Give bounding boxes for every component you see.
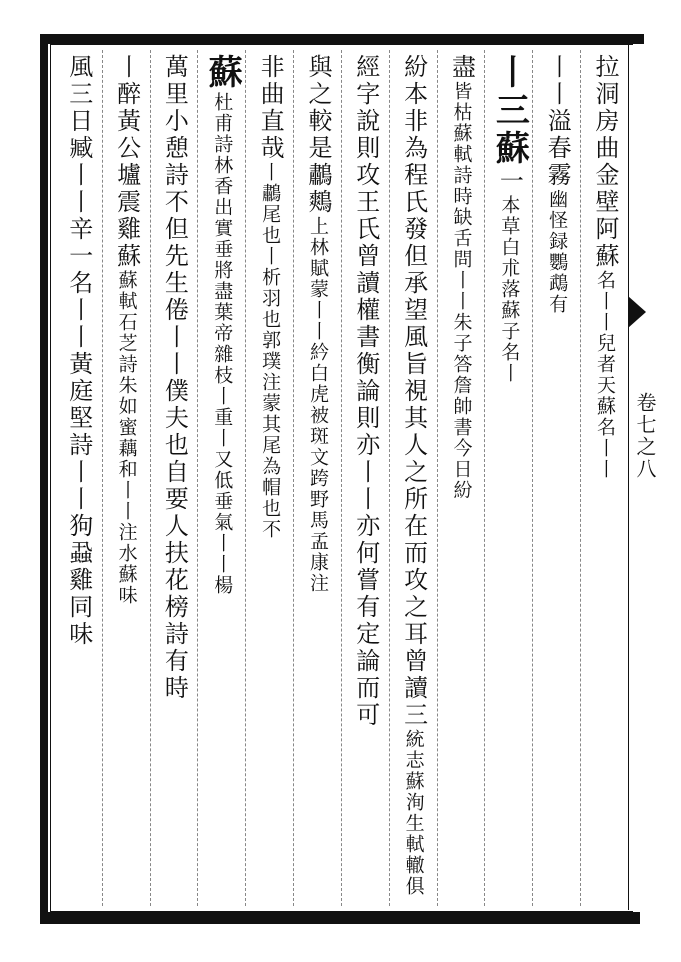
column-text: 萬里小憩詩不但先生倦丨丨僕夫也自要人扶花榜詩有時 [160, 54, 189, 702]
text-column [389, 50, 437, 906]
column-note: 本草白朮落蘇子名丨 [498, 195, 521, 384]
column-text: 非曲直哉 [256, 54, 285, 162]
text-column [293, 50, 341, 906]
column-head: 丨三蘇 [489, 54, 530, 168]
column-text: 風三日臧丨丨辛一名丨丨黃庭堅詩丨丨狗蝨雞同味 [64, 54, 93, 648]
frame-left-border [40, 34, 48, 922]
fish-tail-mark [628, 296, 646, 328]
column-note: 上林賦蒙丨丨紟白虎被斑文跨野馬孟康注 [306, 216, 329, 594]
text-column [197, 50, 245, 906]
text-column [437, 50, 485, 906]
text-column [580, 50, 628, 906]
text-column [54, 50, 102, 906]
column-note: 丨鷫尾也丨析羽也郭璞注蒙其尾為帽也不 [259, 162, 282, 540]
text-column [341, 50, 389, 906]
column-head: 蘇 [202, 54, 243, 92]
column-note: 杜甫詩林香出實垂將盡葉帝雜枝丨重丨又低垂氣丨丨楊 [211, 92, 234, 596]
text-column [532, 50, 580, 906]
column-text: 經字說則攻王氏曾讀權書衡論則亦丨丨亦何嘗有定論而可 [351, 54, 380, 729]
column-text: 一 [495, 168, 524, 195]
column-note: 蘇軾石芝詩朱如蜜藕和丨丨注水蘇味 [115, 270, 138, 606]
column-note: 皆枯蘇軾詩時缺舌問丨丨朱子答詹帥書今日紛 [450, 81, 473, 501]
frame-bottom-border [40, 912, 640, 924]
volume-label: 卷七之八 [633, 392, 657, 480]
text-columns [54, 50, 628, 906]
column-text: 盡 [447, 54, 476, 81]
column-note: 幽怪録鸚鵡有 [546, 189, 569, 315]
frame-top-border [44, 34, 644, 44]
column-text: 與之較是鷫鷞 [303, 54, 332, 216]
text-column [484, 50, 532, 906]
text-column [150, 50, 198, 906]
column-text: 紛本非為程氏發但承望風旨視其人之所在而攻之耳曾讀三 [399, 54, 428, 729]
text-column [102, 50, 150, 906]
column-note: 名丨丨兒者天蘇名丨丨 [594, 270, 616, 480]
column-text: 拉洞房曲金壁阿蘇 [591, 54, 619, 270]
column-text: 丨醉黃公壚震雞蘇 [112, 54, 141, 270]
column-note: 統志蘇洵生軾轍俱 [402, 729, 425, 897]
column-text: 丨丨溢春霧 [543, 54, 572, 189]
text-column [245, 50, 293, 906]
